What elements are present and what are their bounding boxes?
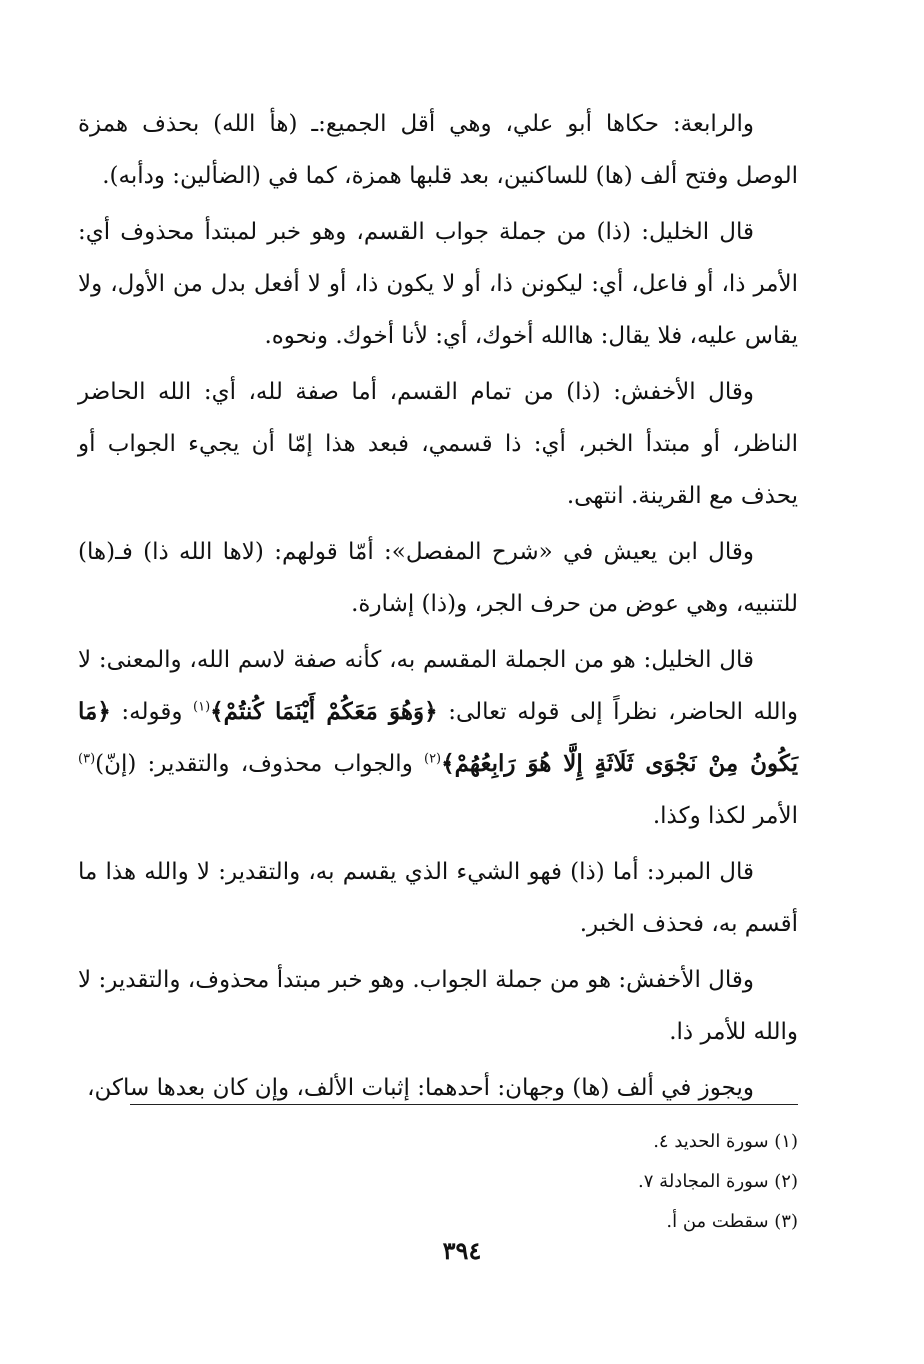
- footnote-ref-3: (٣): [78, 751, 96, 767]
- paragraph-7: وقال الأخفش: هو من جملة الجواب. وهو خبر مبتدأ محذوف، والتقدير: لا والله للأمر ذا.: [78, 967, 798, 1045]
- footnotes: [130, 1122, 798, 1242]
- page-number: ٣٩٤: [442, 1236, 482, 1265]
- quran-verse-2: ﴿مَا يَكُونُ مِنْ نَجْوَى ثَلَاثَةٍ إِلَّا هُوَ رَابِعُهُمْ﴾: [78, 698, 798, 777]
- paragraph-2: قال الخليل: (ذا) من جملة جواب القسم، وهو خبر لمبتدأ محذوف أي: الأمر ذا، أو فاعل، أي: ليكونن ذا، أو لا يكون ذا، أو لا أفعل بدل من الأول، ولا يقاس عليه، فلا يقال: هاالله أخوك، أي: لأنا أخوك. ونحوه.: [78, 219, 798, 349]
- footnote-ref-2: (٢): [423, 751, 442, 767]
- paragraph-6: قال المبرد: أما (ذا) فهو الشيء الذي يقسم به، والتقدير: لا والله هذا ما أقسم به، فحذف الخبر.: [78, 859, 798, 937]
- paragraph-5: [78, 634, 798, 842]
- paragraph-5-middle: وقوله:: [110, 699, 194, 725]
- footnote-separator: [130, 1104, 798, 1105]
- paragraph-1: والرابعة: حكاها أبو علي، وهي أقل الجميع:ـ (هأ الله) بحذف همزة الوصل وفتح ألف (ها) للساكنين، بعد قلبها همزة، كما في (الضألين: ودأبه).: [78, 111, 798, 189]
- footnote-1: (١) سورة الحديد ٤.: [653, 1131, 798, 1152]
- paragraph-8: ويجوز في ألف (ها) وجهان: أحدهما: إثبات الألف، وإن كان بعدها ساكن،: [87, 1075, 754, 1101]
- quran-verse-1: ﴿وَهُوَ مَعَكُمْ أَيْنَمَا كُنتُمْ﴾: [210, 698, 438, 725]
- paragraph-5-end: الأمر لكذا وكذا.: [652, 803, 798, 829]
- paragraph-3: وقال الأخفش: (ذا) من تمام القسم، أما صفة لله، أي: الله الحاضر الناظر، أو مبتدأ الخبر، أي: ذا قسمي، فبعد هذا إمّا أن يجيء الجواب أو يحذف مع القرينة. انتهى.: [78, 379, 798, 509]
- paragraph-5-answer: والجواب محذوف، والتقدير: (إنّ): [95, 751, 424, 777]
- footnote-ref-1: (١): [193, 699, 211, 715]
- main-text: [78, 98, 798, 1118]
- footnote-3: (٣) سقطت من أ.: [666, 1211, 798, 1232]
- footnote-2: (٢) سورة المجادلة ٧.: [638, 1171, 798, 1192]
- paragraph-5-intro: قال الخليل: هو من الجملة المقسم به، كأنه صفة لاسم الله، والمعنى: لا والله الحاضر، نظراً إلى قوله تعالى:: [78, 647, 798, 725]
- paragraph-4: وقال ابن يعيش في «شرح المفصل»: أمّا قولهم: (لاها الله ذا) فـ(ها) للتنبيه، وهي عوض من حرف الجر، و(ذا) إشارة.: [78, 539, 798, 617]
